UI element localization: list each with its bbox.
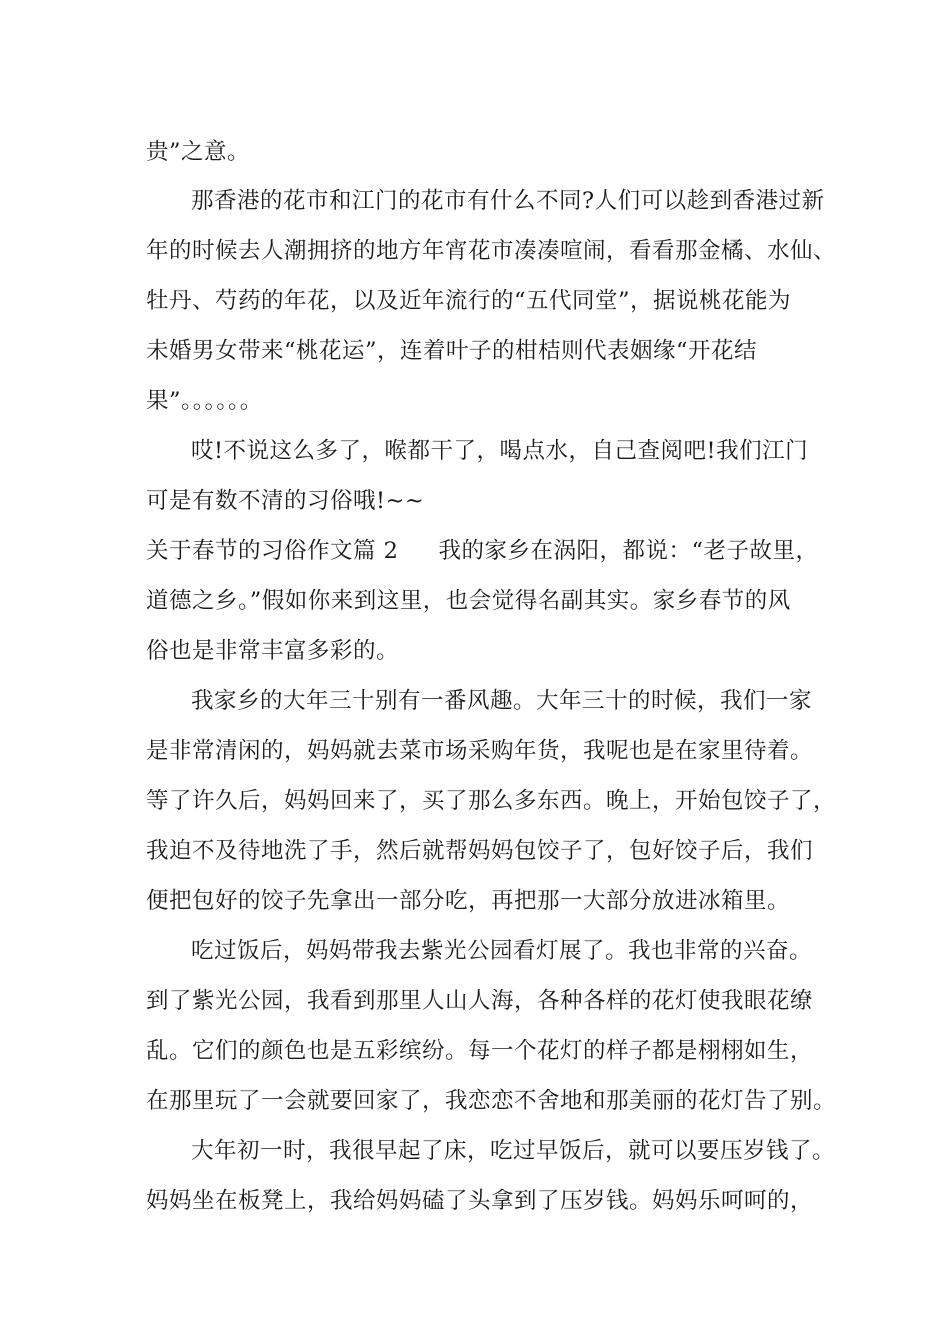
text-line: 等了许久后，妈妈回来了，买了那么多东西。晚上，开始包饺子了， [146, 788, 837, 814]
text-line: 未婚男女带来“桃花运”，连着叶子的柑桔则代表姻缘“开花结 [146, 338, 758, 364]
section-line [146, 536, 826, 566]
text-line: 牡丹、芍药的年花，以及近年流行的“五代同堂”，据说桃花能为 [146, 288, 792, 314]
text-line: 果”。。。。。。 [146, 388, 263, 414]
text-line: 到了紫光公园，我看到那里人山人海，各种各样的花灯使我眼花缭 [146, 988, 814, 1014]
text-line: 便把包好的饺子先拿出一部分吃，再把那一大部分放进冰箱里。 [146, 888, 791, 914]
text-line: 吃过饭后，妈妈带我去紫光公园看灯展了。我也非常的兴奋。 [191, 938, 813, 964]
text-line: 俗也是非常丰富多彩的。 [146, 638, 400, 664]
text-span: 我的家乡在涡阳，都说：“老子故里， [438, 538, 819, 564]
text-line: 道德之乡。”假如你来到这里，也会觉得名副其实。家乡春节的风 [146, 588, 791, 614]
text-line: 贵”之意。 [146, 139, 251, 165]
text-line: 妈妈坐在板凳上，我给妈妈磕了头拿到了压岁钱。妈妈乐呵呵的， [146, 1188, 814, 1214]
text-line: 在那里玩了一会就要回家了，我恋恋不舍地和那美丽的花灯告了别。 [146, 1088, 837, 1114]
text-line: 可是有数不清的习俗哦!~~ [146, 488, 425, 514]
text-line: 是非常清闲的，妈妈就去菜市场采购年货，我呢也是在家里待着。 [146, 738, 814, 764]
text-line: 我迫不及待地洗了手，然后就帮妈妈包饺子了，包好饺子后，我们 [146, 838, 814, 864]
text-line: 大年初一时，我很早起了床，吃过早饭后，就可以要压岁钱了。 [191, 1138, 836, 1164]
text-line: 那香港的花市和江门的花市有什么不同?人们可以趁到香港过新 [191, 188, 825, 214]
section-title: 关于春节的习俗作文篇 2 [146, 538, 399, 564]
text-line: 年的时候去人潮拥挤的地方年宵花市凑凑喧闹，看看那金橘、水仙、 [146, 238, 837, 264]
text-line: 我家乡的大年三十别有一番风趣。大年三十的时候，我们一家 [191, 688, 813, 714]
text-line: 哎!不说这么多了，喉都干了，喝点水，自己查阅吧!我们江门 [191, 438, 809, 464]
text-line: 乱。它们的颜色也是五彩缤纷。每一个花灯的样子都是栩栩如生， [146, 1038, 814, 1064]
